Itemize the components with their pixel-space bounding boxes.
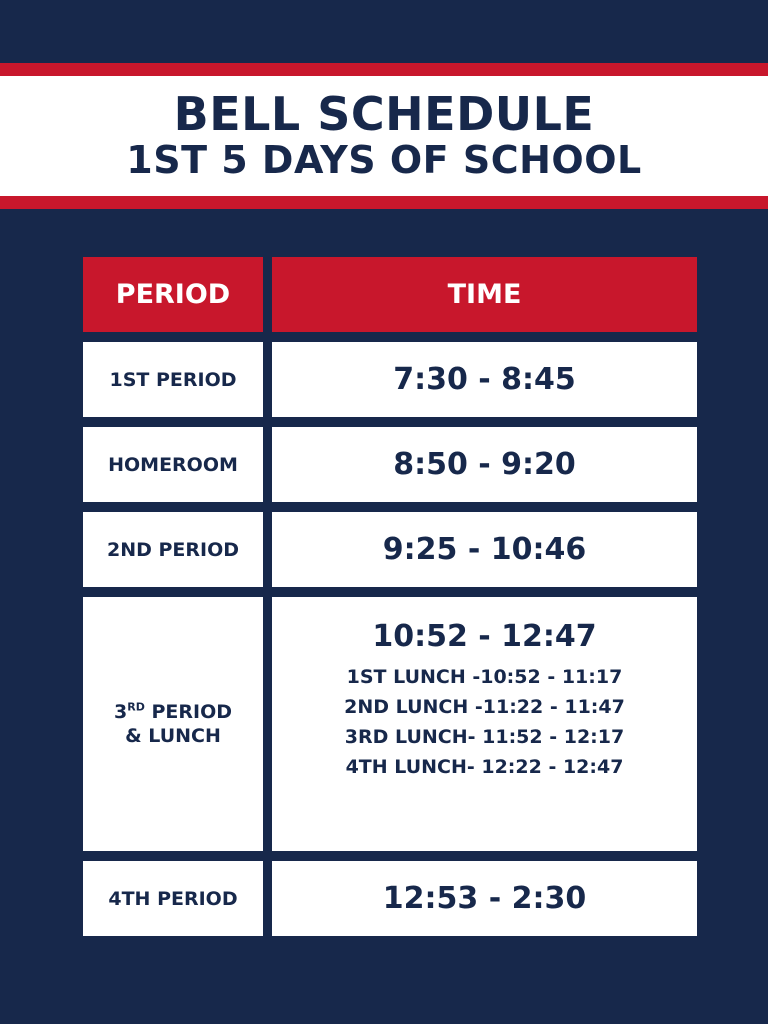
- header-banner: [0, 63, 768, 209]
- period-cell-1st: 1ST PERIOD: [83, 342, 263, 417]
- period-cell-homeroom: HOMEROOM: [83, 427, 263, 502]
- time-cell-1st: 7:30 - 8:45: [272, 342, 697, 417]
- page-title: BELL SCHEDULE: [173, 87, 595, 141]
- column-header-period: PERIOD: [83, 257, 263, 332]
- period-3rd-suffix: RD: [127, 700, 145, 714]
- period-cell-3rd-lunch: [83, 597, 263, 851]
- period-cell-4th: 4TH PERIOD: [83, 861, 263, 936]
- period-3rd-number: 3: [114, 701, 128, 723]
- lunch-list: [344, 662, 625, 782]
- period-3rd-word: PERIOD: [151, 701, 232, 723]
- lunch-item-3: 3RD LUNCH- 11:52 - 12:17: [344, 726, 625, 748]
- period-3rd-line2: & LUNCH: [125, 725, 221, 747]
- lunch-item-1: 1ST LUNCH -10:52 - 11:17: [346, 666, 623, 688]
- period-3rd-line1: [114, 700, 232, 724]
- lunch-item-4: 4TH LUNCH- 12:22 - 12:47: [345, 756, 624, 778]
- time-cell-homeroom: 8:50 - 9:20: [272, 427, 697, 502]
- page-subtitle: 1ST 5 DAYS OF SCHOOL: [126, 138, 642, 182]
- time-3rd-range: 10:52 - 12:47: [372, 619, 597, 654]
- time-cell-4th: 12:53 - 2:30: [272, 861, 697, 936]
- time-cell-3rd-lunch: [272, 597, 697, 851]
- lunch-item-2: 2ND LUNCH -11:22 - 11:47: [344, 696, 625, 718]
- period-cell-2nd: 2ND PERIOD: [83, 512, 263, 587]
- column-header-time: TIME: [272, 257, 697, 332]
- time-cell-2nd: 9:25 - 10:46: [272, 512, 697, 587]
